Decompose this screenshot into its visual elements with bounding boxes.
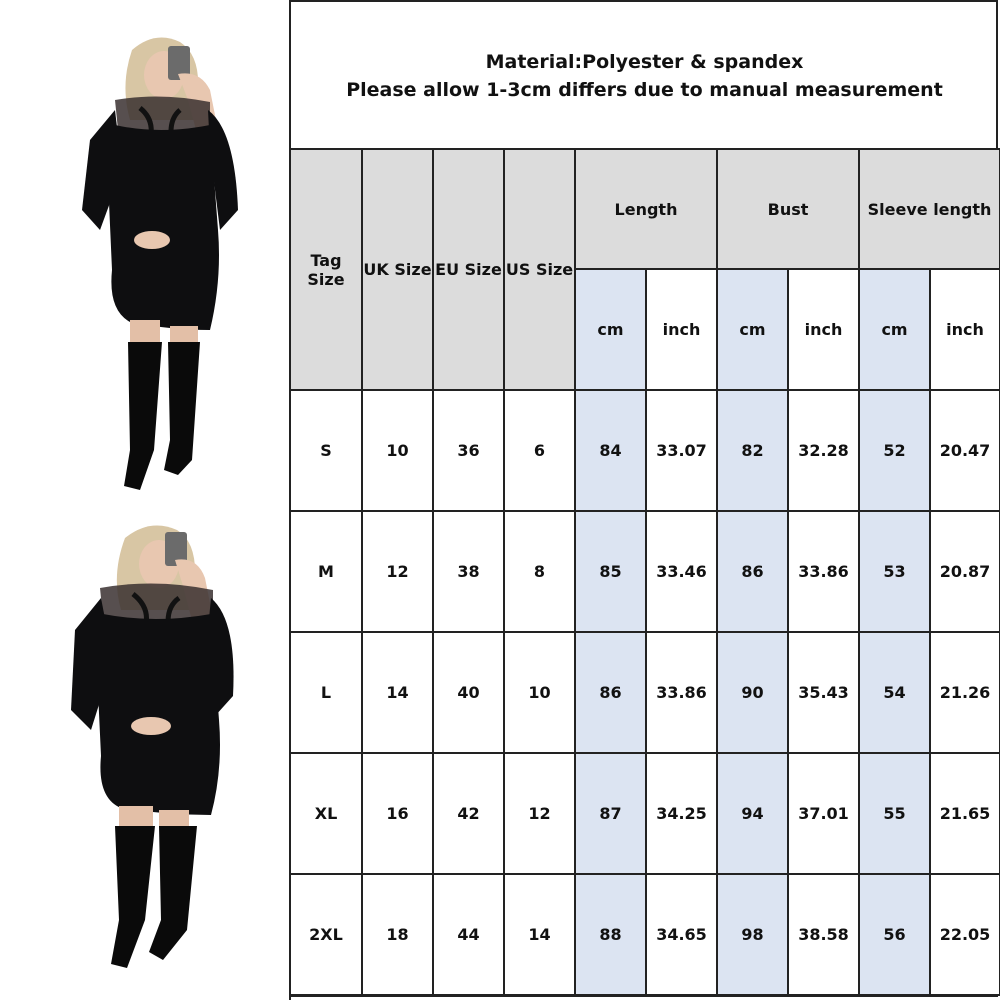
table-row [290, 874, 1000, 995]
cell-bust-inch: 33.86 [788, 511, 859, 632]
cell-us-size: 8 [504, 511, 575, 632]
header-bust-inch: inch [788, 269, 859, 390]
material-line: Material:Polyester & spandex [485, 51, 804, 73]
cell-sleeve-inch: 21.26 [930, 632, 1000, 753]
material-note [291, 2, 998, 150]
cell-length-cm: 88 [575, 874, 646, 995]
header-uk-size: UK Size [362, 149, 433, 390]
cell-sleeve-cm: 56 [859, 874, 930, 995]
cell-eu-size: 44 [433, 874, 504, 995]
cell-tag-size: M [290, 511, 362, 632]
cell-eu-size: 38 [433, 511, 504, 632]
header-eu-size: EU Size [433, 149, 504, 390]
header-us-size: US Size [504, 149, 575, 390]
cell-us-size: 10 [504, 632, 575, 753]
cell-sleeve-cm: 53 [859, 511, 930, 632]
cell-tag-size: S [290, 390, 362, 511]
model-photo-bottom [55, 520, 265, 980]
cell-uk-size: 16 [362, 753, 433, 874]
cell-us-size: 14 [504, 874, 575, 995]
cell-length-inch: 33.86 [646, 632, 717, 753]
cell-length-inch: 33.46 [646, 511, 717, 632]
header-length-cm: cm [575, 269, 646, 390]
cell-us-size: 6 [504, 390, 575, 511]
cell-sleeve-inch: 22.05 [930, 874, 1000, 995]
cell-uk-size: 12 [362, 511, 433, 632]
cell-uk-size: 10 [362, 390, 433, 511]
cell-bust-cm: 98 [717, 874, 788, 995]
cell-length-cm: 84 [575, 390, 646, 511]
cell-bust-inch: 38.58 [788, 874, 859, 995]
cell-sleeve-cm: 52 [859, 390, 930, 511]
cell-bust-cm: 86 [717, 511, 788, 632]
cell-tag-size: 2XL [290, 874, 362, 995]
size-chart-table [289, 148, 1000, 996]
header-length-inch: inch [646, 269, 717, 390]
cell-bust-cm: 82 [717, 390, 788, 511]
cell-eu-size: 40 [433, 632, 504, 753]
table-row [290, 511, 1000, 632]
header-sleeve-inch: inch [930, 269, 1000, 390]
cell-eu-size: 42 [433, 753, 504, 874]
cell-sleeve-inch: 20.47 [930, 390, 1000, 511]
header-sleeve-length: Sleeve length [859, 149, 1000, 269]
table-row [290, 753, 1000, 874]
cell-length-inch: 34.65 [646, 874, 717, 995]
cell-sleeve-inch: 21.65 [930, 753, 1000, 874]
product-photo-panel [0, 0, 291, 1000]
cell-tag-size: L [290, 632, 362, 753]
header-bust: Bust [717, 149, 859, 269]
cell-length-cm: 86 [575, 632, 646, 753]
cell-us-size: 12 [504, 753, 575, 874]
header-sleeve-cm: cm [859, 269, 930, 390]
cell-length-cm: 85 [575, 511, 646, 632]
header-length: Length [575, 149, 717, 269]
table-header-row-1 [290, 149, 1000, 269]
cell-uk-size: 18 [362, 874, 433, 995]
cell-length-cm: 87 [575, 753, 646, 874]
model-photo-top [60, 30, 260, 500]
cell-eu-size: 36 [433, 390, 504, 511]
cell-sleeve-cm: 55 [859, 753, 930, 874]
cell-length-inch: 33.07 [646, 390, 717, 511]
cell-bust-inch: 35.43 [788, 632, 859, 753]
cell-sleeve-inch: 20.87 [930, 511, 1000, 632]
table-row [290, 390, 1000, 511]
cell-tag-size: XL [290, 753, 362, 874]
cell-sleeve-cm: 54 [859, 632, 930, 753]
measurement-note-line: Please allow 1-3cm differs due to manual measurement [346, 79, 943, 101]
header-tag-size: Tag Size [290, 149, 362, 390]
cell-bust-cm: 94 [717, 753, 788, 874]
cell-bust-inch: 32.28 [788, 390, 859, 511]
header-bust-cm: cm [717, 269, 788, 390]
cell-bust-inch: 37.01 [788, 753, 859, 874]
cell-bust-cm: 90 [717, 632, 788, 753]
cell-length-inch: 34.25 [646, 753, 717, 874]
cell-uk-size: 14 [362, 632, 433, 753]
table-row [290, 632, 1000, 753]
